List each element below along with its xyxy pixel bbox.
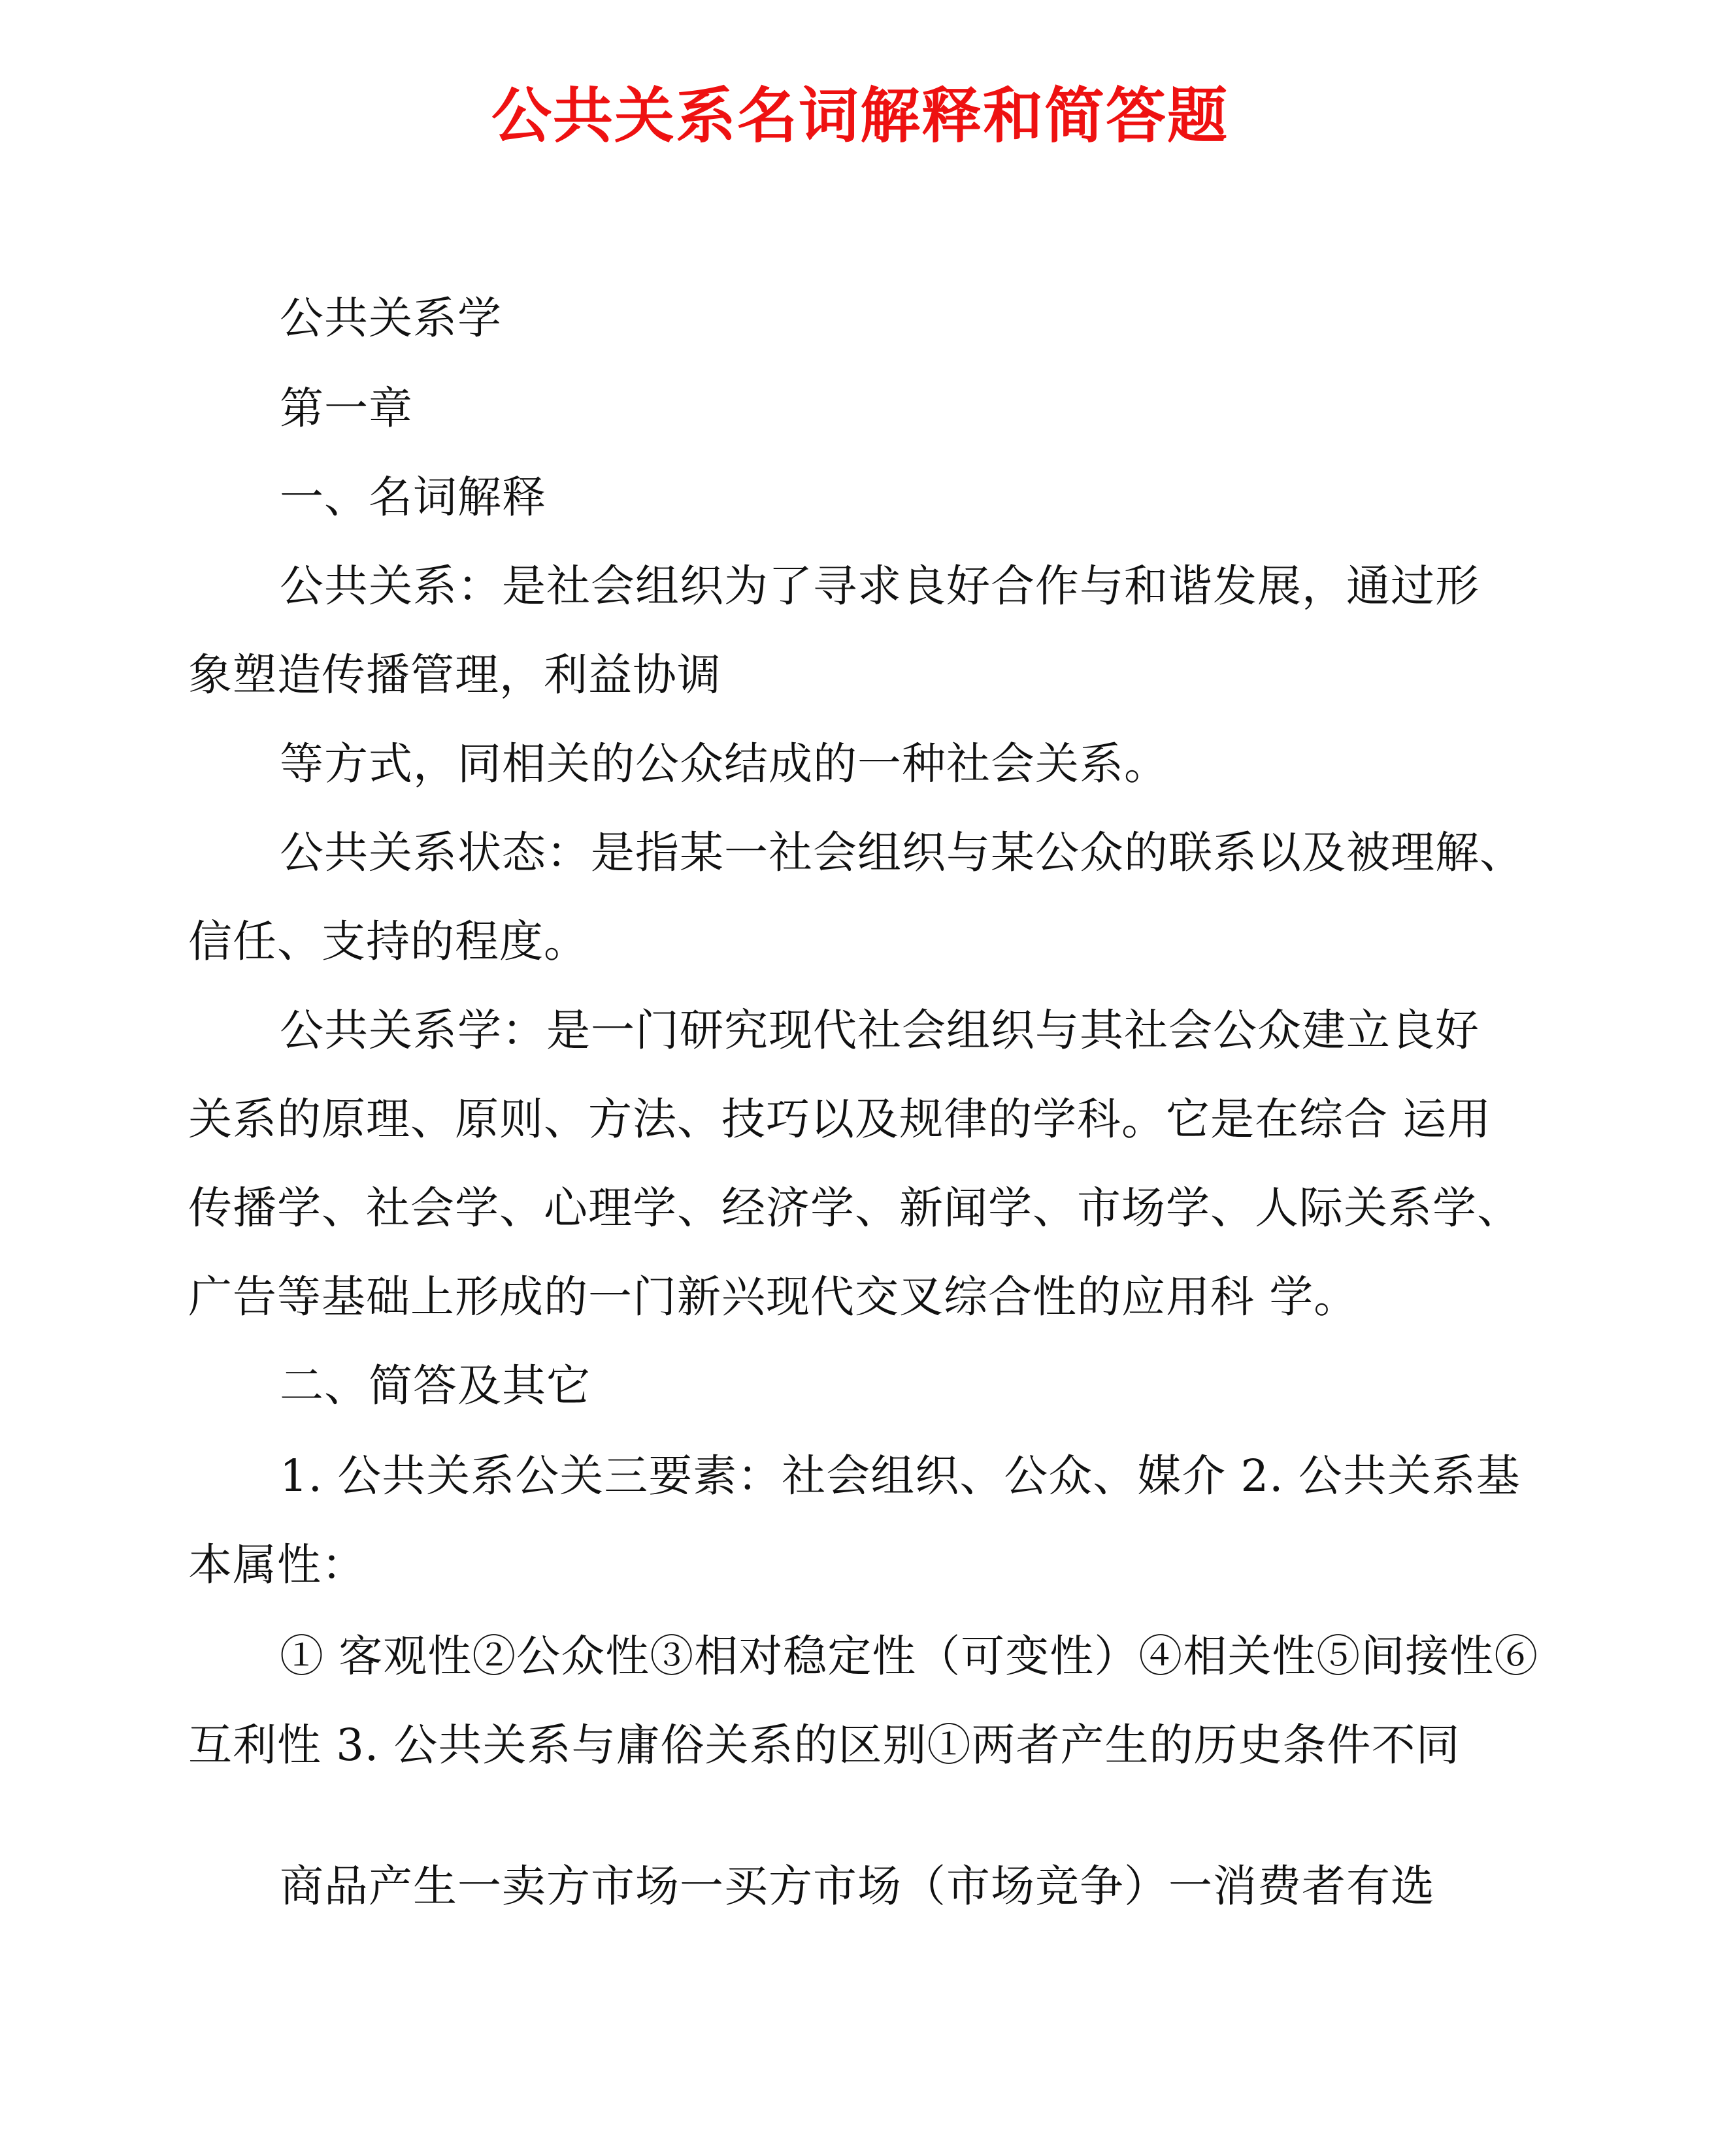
paragraph-line: 关系的原理、原则、方法、技巧以及规律的学科。它是在综合 运用 (188, 1094, 1492, 1145)
paragraph-line: 等方式，同相关的公众结成的一种社会关系。 (280, 738, 1168, 789)
paragraph-line: 象塑造传播管理，利益协调 (188, 649, 721, 700)
paragraph-line: 商品产生一卖方市场一买方市场（市场竞争）一消费者有选 (280, 1861, 1435, 1912)
paragraph-line: 公共关系状态：是指某一社会组织与某公众的联系以及被理解、 (280, 827, 1524, 878)
paragraph-line: 互利性 3. 公共关系与庸俗关系的区别①两者产生的历史条件不同 (188, 1720, 1461, 1771)
paragraph-line: 传播学、社会学、心理学、经济学、新闻学、市场学、人际关系学、 (188, 1183, 1521, 1233)
paragraph-line: 公共关系学：是一门研究现代社会组织与其社会公众建立良好 (280, 1005, 1480, 1056)
heading-chapter: 第一章 (280, 383, 413, 434)
heading-subject: 公共关系学 (280, 293, 502, 344)
heading-section-1: 一、名词解释 (280, 472, 546, 523)
paragraph-line: 公共关系：是社会组织为了寻求良好合作与和谐发展，通过形 (280, 561, 1480, 612)
paragraph-line: 本属性： (188, 1539, 366, 1590)
paragraph-line: ① 客观性②公众性③相对稳定性（可变性）④相关性⑤间接性⑥ (280, 1631, 1539, 1682)
heading-section-2: 二、简答及其它 (280, 1360, 591, 1411)
paragraph-line: 广告等基础上形成的一门新兴现代交叉综合性的应用科 学。 (188, 1271, 1359, 1322)
paragraph-line: 信任、支持的程度。 (188, 916, 588, 967)
document-title: 公共关系名词解释和简答题 (491, 81, 1229, 151)
paragraph-line: 1. 公共关系公关三要素：社会组织、公众、媒介 2. 公共关系基 (280, 1450, 1521, 1501)
